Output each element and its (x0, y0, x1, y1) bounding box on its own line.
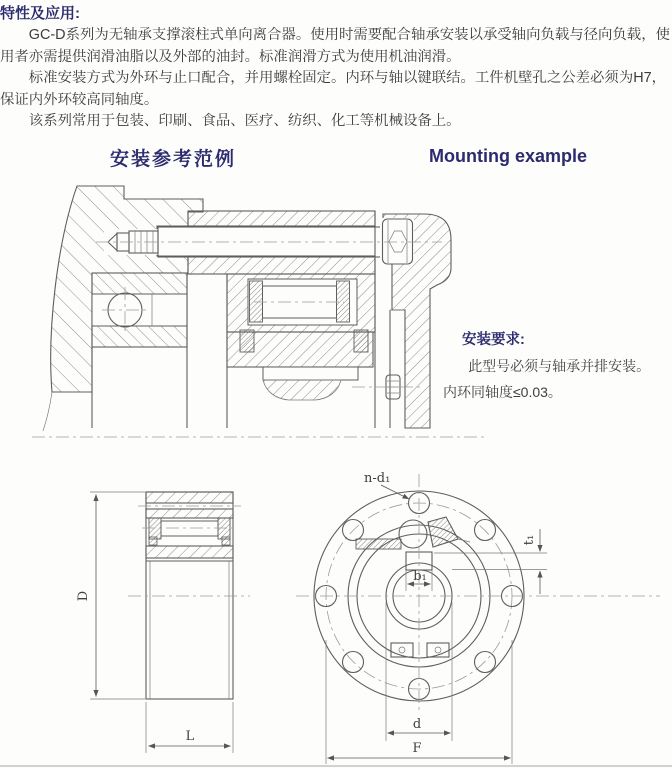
dimension-n-d1 (364, 471, 409, 499)
dimension-D (76, 492, 145, 699)
dim-label-F: F (412, 741, 422, 756)
intro-heading: 特性及应用: (0, 5, 80, 22)
intro-paragraph-3: 该系列常用于包装、印刷、食品、医疗、纺织、化工等机械设备上。 (28, 113, 461, 130)
front-view-drawing (296, 471, 660, 764)
side-view-drawing (76, 492, 250, 753)
section-title-cn: 安装参考范例 (110, 149, 237, 170)
dim-label-d: d (412, 717, 422, 732)
intro-paragraph-2: 标准安装方式为外环与止口配合，并用螺栓固定。内环与轴以键联结。工件机壁孔之公差必须为H7，保证内外环较高同轴度。 (0, 70, 666, 108)
intro-section (0, 3, 670, 133)
mounting-note-line-1: 此型号必须与轴承并排安装。 (468, 358, 651, 374)
dim-label-n-d1: n-d₁ (364, 471, 391, 486)
dim-label-D: D (76, 590, 91, 602)
mounting-drawing (32, 186, 487, 437)
mounting-note (443, 327, 661, 405)
support-bearing (92, 273, 187, 347)
dim-label-b1: b₁ (413, 569, 427, 584)
mounting-note-line-2: 内环同轴度≤0.03。 (443, 384, 562, 400)
dim-label-t1: t₁ (522, 534, 537, 546)
mounting-note-title: 安装要求: (462, 332, 525, 348)
socket-head (380, 218, 414, 264)
dim-label-L: L (185, 729, 195, 744)
intro-paragraph-1: GC-D系列为无轴承支撑滚柱式单向离合器。使用时需要配合轴承安装以承受轴向负载与径向负载，使用者亦需提供润滑油脂以及外部的油封。标准润滑方式为使用机油润滑。 (0, 27, 670, 65)
dimension-L (146, 702, 233, 753)
shaft-key (263, 367, 358, 380)
section-title-en: Mounting example (429, 146, 588, 166)
